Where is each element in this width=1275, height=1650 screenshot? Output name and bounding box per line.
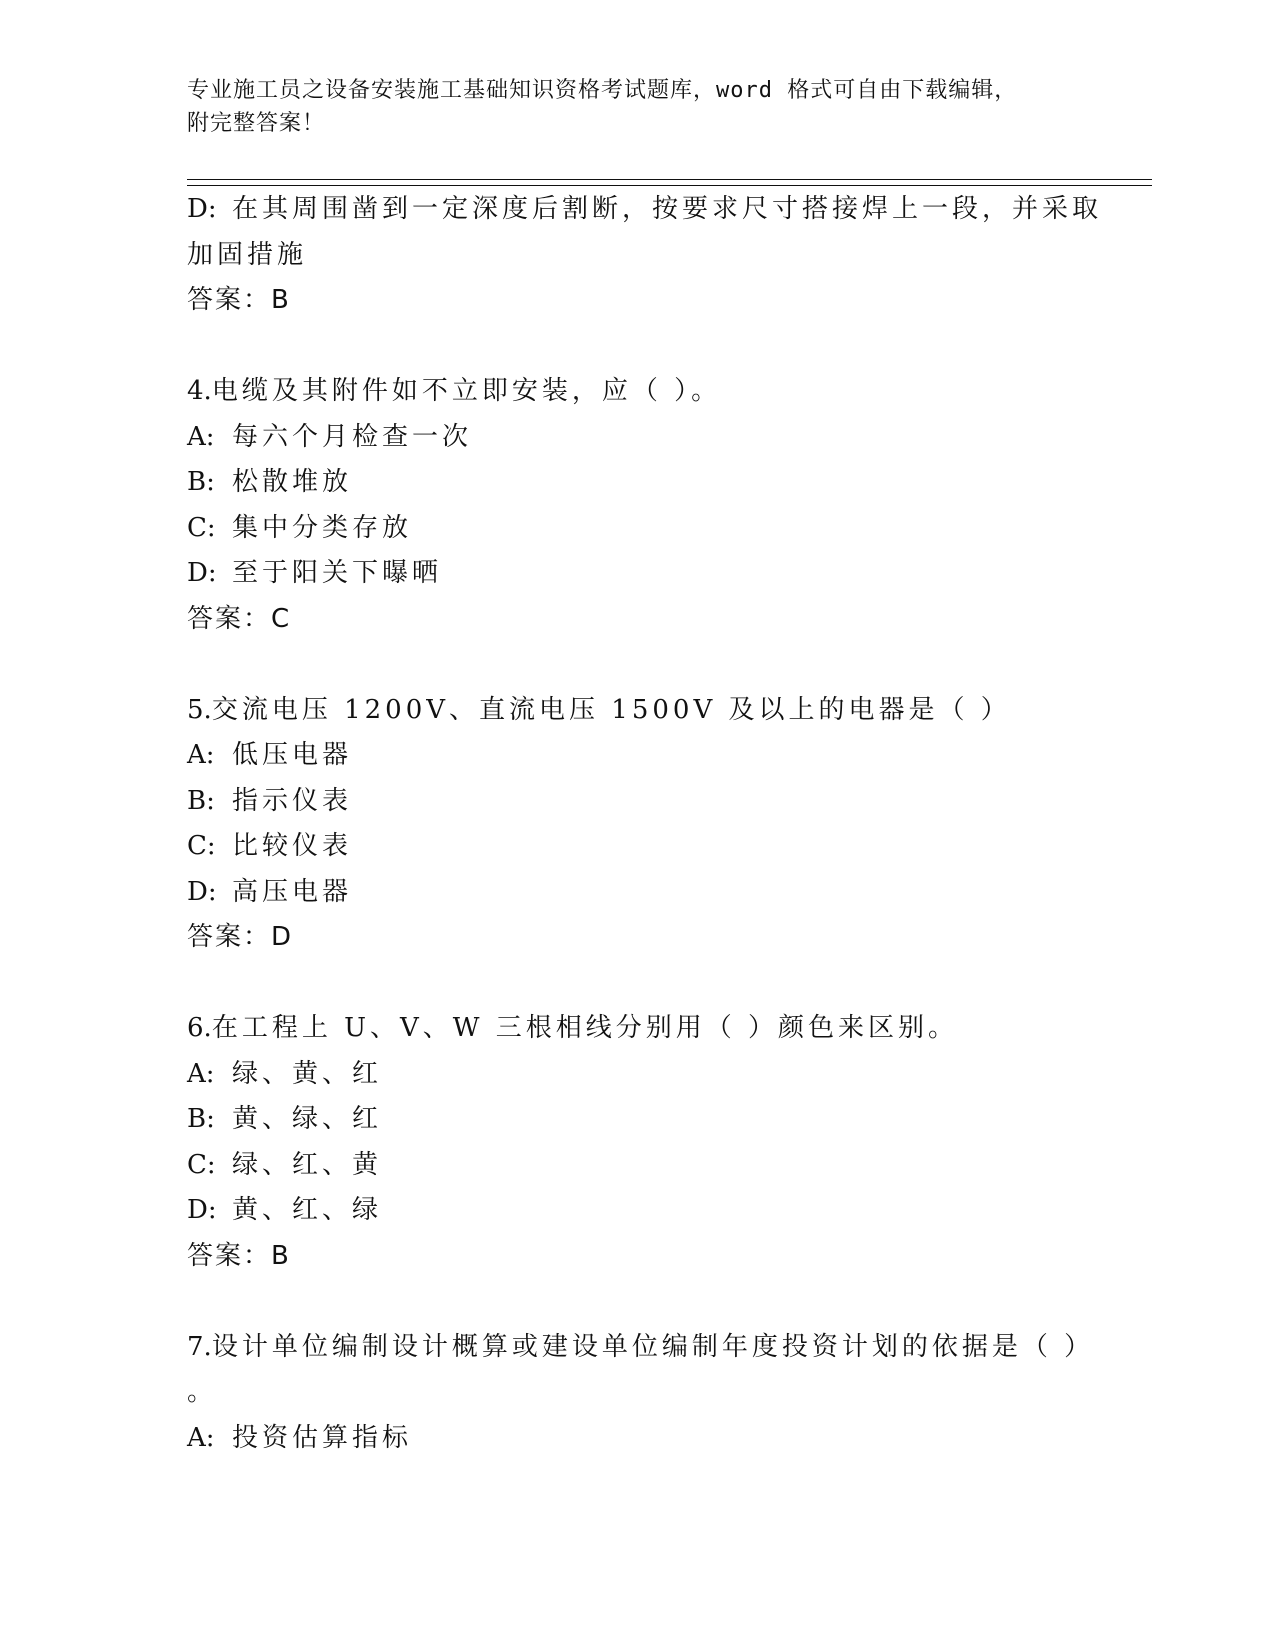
option-d bbox=[187, 870, 1152, 916]
option-label: C: bbox=[187, 1149, 216, 1180]
option-a bbox=[187, 1416, 1152, 1462]
question-stem bbox=[187, 1325, 1152, 1371]
question-text: 在工程上 U、V、W 三根相线分别用（ ）颜色来区别。 bbox=[211, 1013, 959, 1043]
option-text: 指示仪表 bbox=[232, 785, 353, 816]
option-label: D: bbox=[187, 1195, 217, 1225]
question-text: 设计单位编制设计概算或建设单位编制年度投资计划的依据是（ ） bbox=[211, 1331, 1095, 1362]
option-text: 每六个月检查一次 bbox=[232, 421, 473, 452]
answer-line: 答案：B bbox=[187, 285, 291, 315]
option-label: A: bbox=[187, 740, 215, 770]
option-text: 在其周围凿到一定深度后割断，按要求尺寸搭接焊上一段，并采取 bbox=[232, 194, 1103, 224]
option-text: 投资估算指标 bbox=[232, 1422, 413, 1453]
option-text: 集中分类存放 bbox=[232, 512, 413, 543]
question-stem bbox=[187, 1006, 1152, 1052]
question-text: 电缆及其附件如不立即安装，应（ ）。 bbox=[211, 376, 722, 406]
option-a bbox=[187, 1052, 1152, 1098]
option-text: 绿、黄、红 bbox=[232, 1058, 383, 1089]
question-text: 交流电压 1200V、直流电压 1500V 及以上的电器是（ ） bbox=[211, 694, 1011, 725]
header-rule-top bbox=[187, 179, 1152, 180]
option-b bbox=[187, 460, 1152, 506]
option-d bbox=[187, 1188, 1152, 1234]
spacer bbox=[187, 642, 1152, 688]
document-body bbox=[187, 187, 1152, 1461]
option-label: A: bbox=[187, 1422, 215, 1453]
option-text: 至于阳关下曝晒 bbox=[232, 558, 443, 588]
option-label: A: bbox=[187, 421, 215, 452]
question-number: 5. bbox=[187, 694, 212, 725]
option-b bbox=[187, 779, 1152, 825]
option-text: 高压电器 bbox=[232, 876, 353, 907]
option-c bbox=[187, 1143, 1152, 1189]
question-stem bbox=[187, 688, 1152, 734]
option-a bbox=[187, 415, 1152, 461]
answer-line: 答案：D bbox=[187, 922, 294, 952]
option-text: 比较仪表 bbox=[232, 831, 353, 861]
spacer bbox=[187, 961, 1152, 1007]
option-b bbox=[187, 1097, 1152, 1143]
option-d bbox=[187, 551, 1152, 597]
question-number: 4. bbox=[187, 376, 212, 406]
option-text: 绿、红、黄 bbox=[232, 1149, 383, 1180]
answer-line: 答案：B bbox=[187, 1240, 291, 1271]
option-text: 黄、红、绿 bbox=[232, 1195, 383, 1225]
option-label: C: bbox=[187, 831, 216, 861]
option-label: C: bbox=[187, 512, 216, 543]
header-rule-bottom bbox=[187, 185, 1152, 186]
question-stem-continuation: 。 bbox=[187, 1377, 218, 1407]
question-stem bbox=[187, 369, 1152, 415]
spacer bbox=[187, 324, 1152, 370]
option-label: D: bbox=[187, 558, 217, 588]
option-label: B: bbox=[187, 467, 215, 497]
option-c bbox=[187, 824, 1152, 870]
option-text: 黄、绿、红 bbox=[232, 1104, 383, 1134]
question-number: 6. bbox=[187, 1013, 212, 1043]
answer-line: 答案：C bbox=[187, 603, 292, 634]
option-c bbox=[187, 506, 1152, 552]
question-number: 7. bbox=[187, 1331, 212, 1362]
option-label: B: bbox=[187, 1104, 215, 1134]
option-text: 松散堆放 bbox=[232, 467, 353, 497]
option-label: D: bbox=[187, 876, 217, 907]
option-d bbox=[187, 187, 1152, 233]
option-a bbox=[187, 733, 1152, 779]
page-header: 专业施工员之设备安装施工基础知识资格考试题库，word 格式可自由下载编辑， 附完整答案！ bbox=[187, 78, 1018, 136]
option-label: D: bbox=[187, 194, 217, 224]
spacer bbox=[187, 1279, 1152, 1325]
option-label: B: bbox=[187, 785, 215, 816]
option-label: A: bbox=[187, 1058, 215, 1089]
option-d-continuation: 加固措施 bbox=[187, 239, 308, 270]
option-text: 低压电器 bbox=[232, 740, 353, 770]
